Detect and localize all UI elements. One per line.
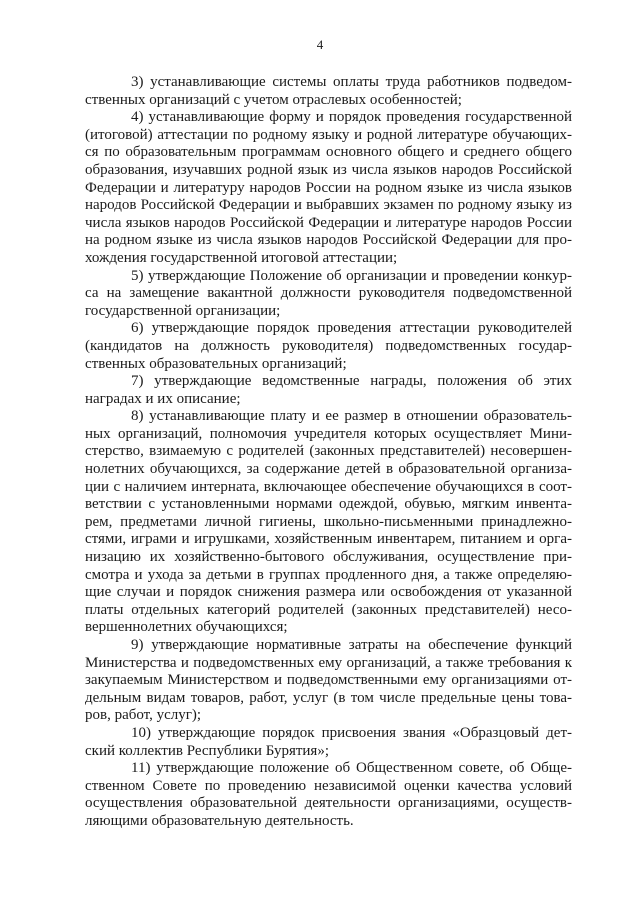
text-line: щие случаи и порядок снижения размера или освобождения от указанной bbox=[85, 584, 572, 601]
text-line: осуществления образовательной деятельности организациями, осуществ- bbox=[85, 795, 572, 812]
text-line: образования, изучавших родной язык из числа языков народов Российской bbox=[85, 161, 572, 178]
paragraph-item-11 bbox=[85, 760, 572, 830]
text-line: 6) утверждающие порядок проведения аттестации руководителей bbox=[131, 320, 572, 337]
text-line: рем, предметами личной гигиены, школьно-письменными принадлежно- bbox=[85, 513, 572, 530]
text-line: 10) утверждающие порядок присвоения звания «Образцовый дет- bbox=[131, 724, 572, 741]
text-line: закупаемым Министерством и подведомственными ему организациями от- bbox=[85, 672, 572, 689]
text-line: ных организаций, полномочия учредителя которых осуществляет Мини- bbox=[85, 425, 572, 442]
text-line: ляющими образовательную деятельность. bbox=[85, 812, 354, 829]
text-line: ции с наличием интерната, включающее обеспечение обучающихся в соот- bbox=[85, 478, 572, 495]
text-line: стерство, взимаемую с родителей (законных представителей) несовершен- bbox=[85, 443, 572, 460]
paragraph-item-3 bbox=[85, 74, 572, 109]
document-body bbox=[85, 74, 572, 831]
text-line: числа языков народов Российской Федерации и литературе народов России bbox=[85, 214, 572, 231]
text-line: 5) утверждающие Положение об организации и проведении конкур- bbox=[131, 267, 572, 284]
text-line: 11) утверждающие положение об Общественном совете, об Обще- bbox=[131, 760, 572, 777]
paragraph-item-10 bbox=[85, 725, 572, 760]
text-line: наградах и их описание; bbox=[85, 390, 241, 407]
text-line: 7) утверждающие ведомственные награды, положения об этих bbox=[131, 373, 572, 390]
text-line: ственном Совете по проведению независимой оценки качества условий bbox=[85, 777, 572, 794]
text-line: нолетних обучающихся, за содержание детей в образовательной организа- bbox=[85, 461, 572, 478]
text-line: на родном языке из числа языков народов Российской Федерации для про- bbox=[85, 232, 572, 249]
page-number: 4 bbox=[316, 37, 324, 52]
text-line: ский коллектив Республики Бурятия»; bbox=[85, 742, 329, 759]
text-line: са на замещение вакантной должности руководителя подведомственной bbox=[85, 285, 572, 302]
text-line: смотра и ухода за детьми в группах продленного дня, а также определяю- bbox=[85, 566, 572, 583]
text-line: ветствии с установленными нормами одеждой, обувью, мягким инвента- bbox=[85, 496, 572, 513]
paragraph-item-4 bbox=[85, 109, 572, 267]
text-line: низацию их хозяйственно-бытового обслуживания, осуществление при- bbox=[85, 549, 572, 566]
text-line: платы отдельных категорий родителей (законных представителей) несо- bbox=[85, 601, 572, 618]
paragraph-item-6 bbox=[85, 320, 572, 373]
text-line: народов Российской Федерации и выбравших экзамен по родному языку из bbox=[85, 197, 572, 214]
paragraph-item-8 bbox=[85, 408, 572, 637]
text-line: 8) устанавливающие плату и ее размер в отношении образователь- bbox=[131, 408, 572, 425]
text-line: ственных образовательных организаций; bbox=[85, 355, 347, 372]
paragraph-item-9 bbox=[85, 637, 572, 725]
text-line: Министерства и подведомственных ему организаций, а также требования к bbox=[85, 654, 572, 671]
text-line: ственных организаций с учетом отраслевых особенностей; bbox=[85, 91, 462, 108]
text-line: вершеннолетних обучающихся; bbox=[85, 619, 288, 636]
paragraph-item-5 bbox=[85, 268, 572, 321]
text-line: дельным видам товаров, работ, услуг (в том числе предельные цены това- bbox=[85, 689, 572, 706]
text-line: (кандидатов на должность руководителя) подведомственных государ- bbox=[85, 337, 572, 354]
text-line: 4) устанавливающие форму и порядок проведения государственной bbox=[131, 109, 572, 126]
paragraph-item-7 bbox=[85, 373, 572, 408]
text-line: ров, работ, услуг); bbox=[85, 707, 202, 724]
text-line: хождения государственной итоговой аттестации; bbox=[85, 249, 398, 266]
text-line: Федерации и литературу народов России на родном языке из числа языков bbox=[85, 179, 572, 196]
text-line: (итоговой) аттестации по родному языку и родной литературе обучающих- bbox=[85, 126, 572, 143]
text-line: ся по образовательным программам основного общего и среднего общего bbox=[85, 144, 572, 161]
text-line: государственной организации; bbox=[85, 302, 281, 319]
text-line: стями, играми и игрушками, хозяйственным инвентарем, питанием и орга- bbox=[85, 531, 572, 548]
text-line: 3) устанавливающие системы оплаты труда работников подведом- bbox=[131, 74, 572, 90]
text-line: 9) утверждающие нормативные затраты на обеспечение функций bbox=[131, 637, 572, 653]
